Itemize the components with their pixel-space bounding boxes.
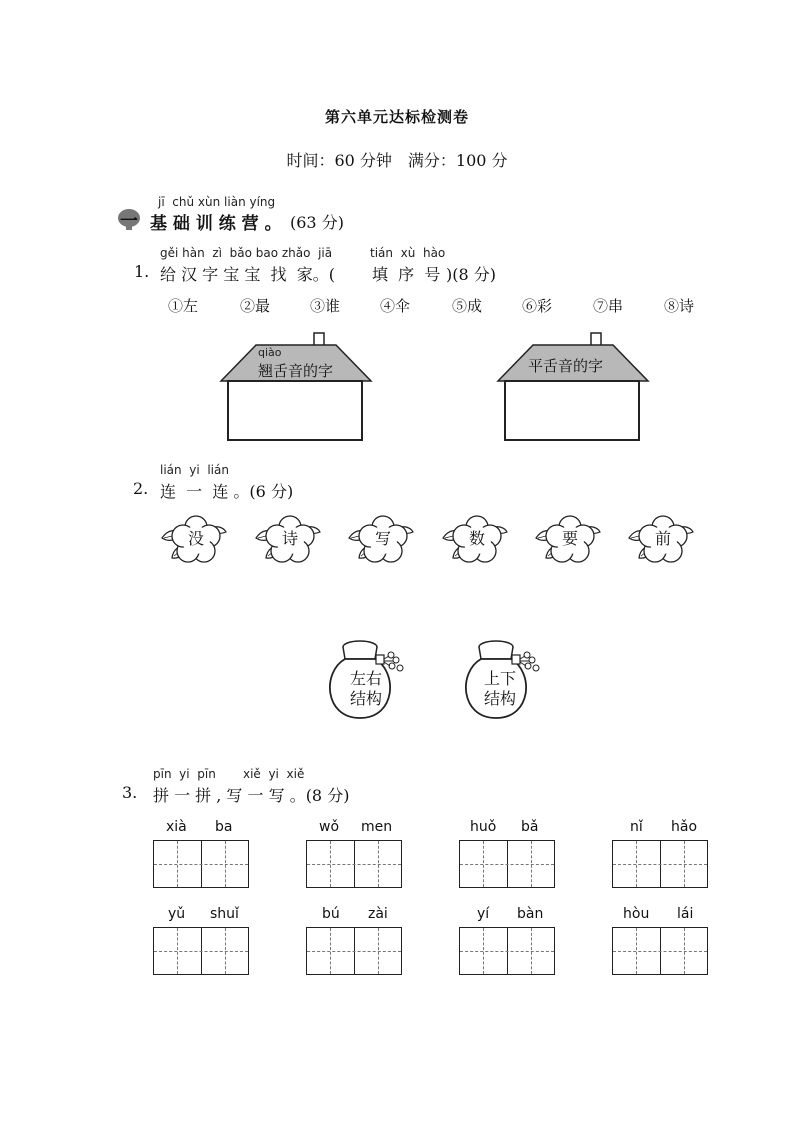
q3-r2-c1-py2: shuǐ — [210, 906, 239, 922]
q3-r1-c4-py1: nǐ — [630, 819, 643, 835]
house-flat — [495, 330, 651, 445]
q3-r1-c3-py1: huǒ — [470, 819, 497, 835]
q1-number: 1. — [134, 262, 150, 281]
house2-label: 平舌音的字 — [528, 357, 604, 375]
q2-text: 连 一 连 。(6 分) — [160, 482, 294, 501]
q3-r1-c1-py2: ba — [215, 819, 233, 835]
q1-text-b: 填 序 号 — [372, 265, 441, 284]
flower-1-char: 没 — [188, 529, 205, 548]
q3-r2-c1-py1: yǔ — [168, 906, 186, 922]
q2-pinyin: lián yi lián — [160, 463, 229, 477]
section-score: (63 分) — [290, 213, 344, 232]
q3-r1-c1-py1: xià — [166, 819, 187, 835]
option-5: ⑤成 — [452, 297, 483, 315]
q3-r2-c2-py2: zài — [368, 906, 388, 922]
writing-grid[interactable] — [306, 840, 402, 888]
writing-grid[interactable] — [612, 927, 708, 975]
q1-pinyin-b: tián xù hào — [370, 246, 446, 260]
page-title: 第六单元达标检测卷 — [324, 108, 469, 126]
q2-number: 2. — [133, 479, 149, 498]
house1-label: 翘舌音的字 — [258, 362, 334, 380]
option-1: ①左 — [168, 297, 199, 315]
flower-4-char: 数 — [469, 529, 486, 548]
jar-1-line-2: 结构 — [350, 689, 383, 708]
option-2: ②最 — [240, 297, 271, 315]
q3-r1-c3-py2: bǎ — [521, 819, 539, 835]
section-pinyin: jī chǔ xùn liàn yíng — [158, 195, 276, 209]
q1-pinyin: gěi hàn zì bǎo bao zhǎo jiā — [160, 246, 333, 260]
q3-r1-c2-py2: men — [361, 819, 393, 835]
q3-r2-c4-py1: hòu — [623, 906, 650, 922]
house1-pinyin: qiào — [258, 346, 282, 359]
option-6: ⑥彩 — [522, 297, 553, 315]
flower-5-char: 要 — [562, 529, 579, 548]
q3-r2-c3-py2: bàn — [517, 906, 544, 922]
flower-2-char: 诗 — [282, 529, 299, 548]
option-4: ④伞 — [380, 297, 411, 315]
option-3: ③谁 — [310, 297, 341, 315]
writing-grid[interactable] — [153, 840, 249, 888]
q3-text: 拼 一 拼 , 写 一 写 。(8 分) — [153, 786, 350, 805]
writing-grid[interactable] — [459, 840, 555, 888]
section-heading: 基 础 训 练 营 。 — [150, 214, 282, 234]
q3-r2-c2-py1: bú — [322, 906, 340, 922]
flower-6-char: 前 — [655, 529, 672, 548]
q3-pinyin-b: xiě yi xiě — [243, 767, 305, 781]
q3-r1-c2-py1: wǒ — [319, 819, 340, 835]
jar-1-line-1: 左右 — [350, 669, 383, 688]
writing-grid[interactable] — [306, 927, 402, 975]
writing-grid[interactable] — [459, 927, 555, 975]
jar-2-line-2: 结构 — [484, 689, 517, 708]
q3-r2-c3-py1: yí — [477, 906, 490, 922]
q3-r2-c4-py2: lái — [677, 906, 694, 922]
option-8: ⑧诗 — [664, 297, 695, 315]
writing-grid[interactable] — [612, 840, 708, 888]
exam-meta: 时间：60 分钟 满分：100 分 — [286, 151, 508, 170]
section-badge-label: 一 — [120, 211, 138, 232]
flower-3-char: 写 — [375, 529, 392, 548]
q3-number: 3. — [122, 783, 138, 802]
q1-score: )(8 分) — [446, 265, 496, 284]
house-retroflex — [218, 330, 374, 445]
q3-r1-c4-py2: hǎo — [671, 819, 698, 835]
q3-pinyin-a: pīn yi pīn — [153, 767, 216, 781]
writing-grid[interactable] — [153, 927, 249, 975]
jar-2-line-1: 上下 — [484, 669, 517, 688]
q1-text: 给 汉 字 宝 宝 找 家。( — [160, 265, 335, 284]
option-7: ⑦串 — [593, 297, 624, 315]
